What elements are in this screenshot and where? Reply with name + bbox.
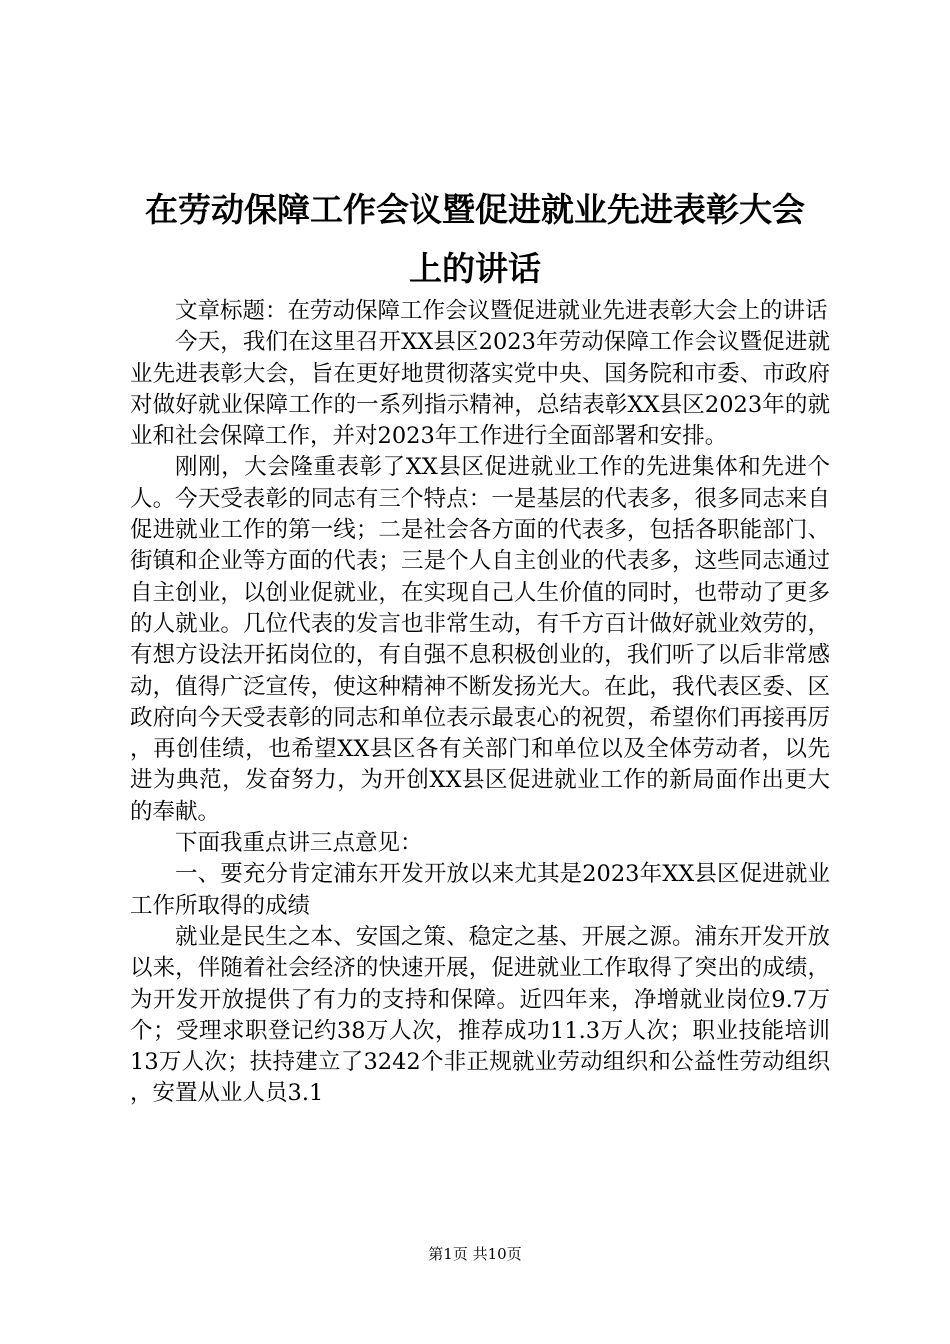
document-title-line-1: 在劳动保障工作会议暨促进就业先进表彰大会 [145,190,805,229]
page-number-footer: 第1页 共10页 [428,1245,522,1263]
paragraph-section-one-heading: 一、要充分肯定浦东开发开放以来尤其是2023年XX县区促进就业工作所取得的成绩 [130,861,830,919]
paragraph-three-points: 下面我重点讲三点意见： [175,830,423,857]
paragraph-intro: 今天，我们在这里召开XX县区2023年劳动保障工作会议暨促进就业先进表彰大会，旨在更好地贯彻落实党中央、国务院和市委、市政府对做好就业保障工作的一系列指示精神，总结表彰XX县区2023年的就业和社会保障工作，并对2023年工作进行全面部署和安排。 [130,329,830,450]
document-title-line-2: 上的讲话 [409,249,541,288]
paragraph-article-title: 文章标题：在劳动保障工作会议暨促进就业先进表彰大会上的讲话 [175,298,828,324]
paragraph-commendation: 刚刚，大会隆重表彰了XX县区促进就业工作的先进集体和先进个人。今天受表彰的同志有三个特点：一是基层的代表多，很多同志来自促进就业工作的第一线；二是社会各方面的代表多，包括各职能部门、街镇和企业等方面的代表；三是个人自主创业的代表多，这些同志通过自主创业，以创业促就业，在实现自己人生价值的同时，也带动了更多的人就业。几位代表的发言也非常生动，有千方百计做好就业效劳的，有想方设法开拓岗位的，有自强不息积极创业的，我们听了以后非常感动，值得广泛宣传，使这种精神不断发扬光大。在此，我代表区委、区政府向今天受表彰的同志和单位表示最衷心的祝贺，希望你们再接再厉，再创佳绩，也希望XX县区各有关部门和单位以及全体劳动者，以先进为典范，发奋努力，为开创XX县区促进就业工作的新局面作出更大的奉献。 [130,454,830,825]
paragraph-employment-achievements: 就业是民生之本、安国之策、稳定之基、开展之源。浦东开发开放以来，伴随着社会经济的快速开展，促进就业工作取得了突出的成绩，为开发开放提供了有力的支持和保障。近四年来，净增就业岗位9.7万个；受理求职登记约38万人次，推荐成功11.3万人次；职业技能培训13万人次；扶持建立了3242个非正规就业劳动组织和公益性劳动组织，安置从业人员3.1 [130,923,830,1107]
document-body [130,296,830,1110]
